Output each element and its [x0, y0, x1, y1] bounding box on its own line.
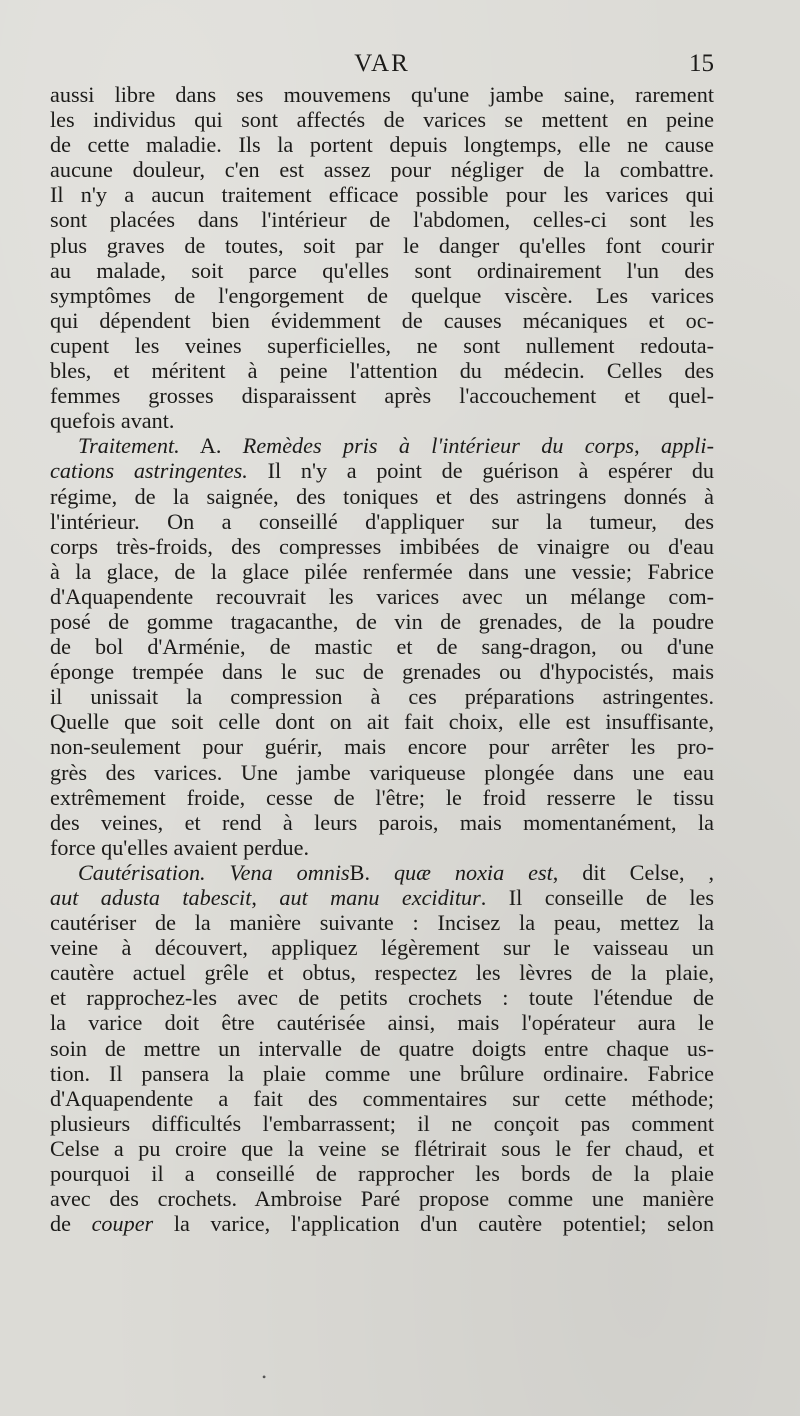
text-span: il unissait la compression à ces préparations astringentes.	[50, 684, 714, 710]
text-span: Il n'y a point de guérison à espérer du	[247, 458, 715, 484]
text-span: régime, de la saignée, des toniques et des astringens donnés à	[50, 483, 714, 509]
text-span: plusieurs difficultés l'embarrassent; il ne conçoit pas comment	[50, 1110, 714, 1136]
text-span: qui dépendent bien évidemment de causes mécaniques et oc-	[50, 307, 714, 333]
text-line	[50, 659, 714, 684]
text-line	[50, 1186, 714, 1211]
text-line	[50, 810, 714, 835]
text-span: symptômes de l'engorgement de quelque viscère. Les varices	[50, 282, 714, 308]
text-span: posé de gomme tragacanthe, de vin de grenades, de la poudre	[50, 608, 714, 634]
text-span: les individus qui sont affectés de varices se mettent en peine	[50, 107, 714, 133]
text-line	[50, 433, 714, 458]
text-line	[50, 885, 714, 910]
italic-span: Traitement.	[78, 433, 180, 459]
text-span: tion. Il pansera la plaie comme une brûlure ordinaire. Fabrice	[50, 1060, 714, 1086]
text-line	[50, 684, 714, 709]
text-line	[50, 157, 714, 182]
text-line	[50, 559, 714, 584]
text-span: la varice, l'application d'un cautère potentiel; selon	[153, 1211, 714, 1237]
text-span: pourquoi il a conseillé de rapprocher les bords de la plaie	[50, 1161, 714, 1187]
italic-span: Cautérisation. Vena omnis	[78, 859, 350, 885]
text-span: A.	[179, 433, 243, 459]
text-line	[50, 207, 714, 232]
text-line	[50, 634, 714, 659]
text-span: extrêmement froide, cesse de l'être; le froid resserre le tissu	[50, 784, 714, 810]
text-line	[50, 283, 714, 308]
text-span: de bol d'Arménie, de mastic et de sang-dragon, ou d'une	[50, 634, 714, 660]
text-line	[50, 82, 714, 107]
text-span: d'Aquapendente a fait des commentaires sur cette méthode;	[50, 1085, 714, 1111]
text-line	[50, 734, 714, 759]
italic-span: couper	[91, 1211, 154, 1237]
text-span: cautériser de la manière suivante : Incisez la peau, mettez la	[50, 910, 714, 936]
italic-span: aut manu exciditur	[279, 885, 481, 910]
body-text	[50, 82, 714, 1236]
text-span: la varice doit être cautérisée ainsi, mais l'opérateur aura le	[50, 1010, 714, 1036]
text-span: Il n'y a aucun traitement efficace possible pour les varices qui	[50, 182, 714, 208]
text-span: force qu'elles avaient perdue.	[50, 834, 310, 860]
text-line	[50, 910, 714, 935]
text-line	[50, 1211, 714, 1236]
text-line	[50, 1086, 714, 1111]
text-span: non-seulement pour guérir, mais encore pour arrêter les pro-	[50, 734, 714, 760]
text-span: Quelle que soit celle dont on ait fait choix, elle est insuffisante,	[50, 709, 714, 735]
text-span: corps très-froids, des compresses imbibées de vinaigre ou d'eau	[50, 533, 714, 559]
text-span: sont placées dans l'intérieur de l'abdomen, celles-ci sont les	[50, 207, 714, 233]
italic-span: appli-	[660, 433, 714, 459]
text-line	[50, 484, 714, 509]
text-span: cupent les veines superficielles, ne sont nullement redouta-	[50, 332, 714, 358]
text-span: des veines, et rend à leurs parois, mais momentanément, la	[50, 809, 714, 835]
text-line	[50, 960, 714, 985]
text-line	[50, 709, 714, 734]
text-line	[50, 107, 714, 132]
text-span: de cette maladie. Ils la portent depuis longtemps, elle ne cause	[50, 132, 714, 158]
italic-span: aut adusta tabescit	[50, 885, 252, 910]
running-head	[50, 50, 714, 82]
text-line	[50, 509, 714, 534]
text-span: aucune douleur, c'en est assez pour négliger de la combattre.	[50, 157, 714, 183]
text-line	[50, 308, 714, 333]
text-line	[50, 458, 714, 483]
text-line	[50, 1010, 714, 1035]
text-line	[50, 835, 714, 860]
text-line	[50, 534, 714, 559]
italic-span: cations astringentes.	[50, 458, 248, 484]
page-number: 15	[689, 50, 714, 77]
text-span: soin de mettre un intervalle de quatre doigts entre chaque us-	[50, 1035, 714, 1061]
text-span: cautère actuel grêle et obtus, respectez les lèvres de la plaie,	[50, 960, 714, 986]
text-span: ,	[708, 859, 715, 885]
text-span: B.	[349, 859, 394, 885]
text-line	[50, 358, 714, 383]
text-span: de	[50, 1211, 92, 1237]
text-span: , dit Celse,	[552, 859, 709, 885]
text-span: bles, et méritent à peine l'attention du médecin. Celles des	[50, 358, 714, 384]
text-line	[50, 1111, 714, 1136]
text-span: plus graves de toutes, soit par le danger qu'elles font courir	[50, 232, 714, 258]
text-line	[50, 233, 714, 258]
text-line	[50, 584, 714, 609]
text-span: éponge trempée dans le suc de grenades ou d'hypocistés, mais	[50, 659, 714, 685]
text-line	[50, 860, 714, 885]
text-span: grès des varices. Une jambe variqueuse plongée dans une eau	[50, 759, 714, 785]
text-span: l'intérieur. On a conseillé d'appliquer sur la tumeur, des	[50, 508, 714, 534]
text-line	[50, 1161, 714, 1186]
text-line	[50, 383, 714, 408]
text-span: femmes grosses disparaissent après l'accouchement et quel-	[50, 383, 714, 409]
text-span: avec des crochets. Ambroise Paré propose comme une manière	[50, 1186, 714, 1212]
text-span: et rapprochez-les avec de petits crochets : toute l'étendue de	[50, 985, 714, 1011]
text-span: ,	[251, 885, 280, 910]
text-line	[50, 985, 714, 1010]
text-span: ,	[634, 433, 661, 459]
text-line	[50, 935, 714, 960]
text-line	[50, 1036, 714, 1061]
text-span: au malade, soit parce qu'elles sont ordinairement l'un des	[50, 257, 714, 283]
text-span: à la glace, de la glace pilée renfermée dans une vessie; Fabrice	[50, 558, 714, 584]
text-line	[50, 609, 714, 634]
text-line	[50, 182, 714, 207]
italic-span: quæ noxia est	[393, 859, 553, 885]
text-span: . Il conseille de les	[480, 885, 714, 910]
text-span: Celse a pu croire que la veine se flétrirait sous le fer chaud, et	[50, 1135, 714, 1161]
text-span: aussi libre dans ses mouvemens qu'une jambe saine, rarement	[50, 82, 714, 107]
text-span: d'Aquapendente recouvrait les varices avec un mélange com-	[50, 583, 714, 609]
text-line	[50, 333, 714, 358]
text-line	[50, 132, 714, 157]
text-span: quefois avant.	[50, 408, 175, 434]
text-span: veine à découvert, appliquez légèrement sur le vaisseau un	[50, 935, 714, 961]
italic-span: Remèdes pris à l'intérieur du corps	[242, 433, 635, 459]
text-line	[50, 408, 714, 433]
ink-speck: •	[262, 1370, 267, 1384]
text-line	[50, 258, 714, 283]
text-line	[50, 785, 714, 810]
running-head-title: VAR	[354, 50, 410, 77]
text-line	[50, 1061, 714, 1086]
text-line	[50, 1136, 714, 1161]
text-line	[50, 760, 714, 785]
